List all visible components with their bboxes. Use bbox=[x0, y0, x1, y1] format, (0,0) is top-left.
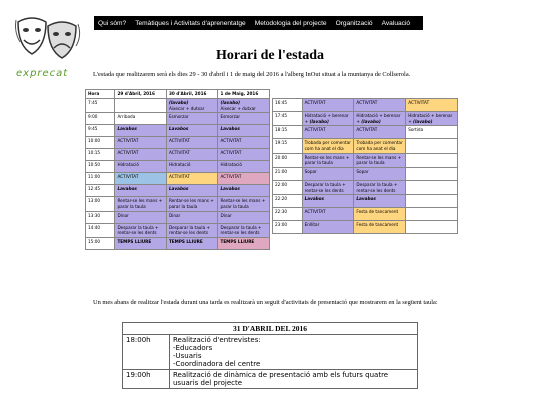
table-row bbox=[273, 112, 458, 126]
activity-cell: Desparar la taula + rentar-se les dents bbox=[166, 223, 218, 237]
table-row bbox=[123, 370, 418, 389]
activity-cell: Lavabos bbox=[302, 195, 354, 208]
activity-cell: Festa de tancament bbox=[354, 208, 406, 221]
nav-item-1[interactable]: Temàtiques i Activitats d'aprenentatge bbox=[135, 19, 246, 27]
schedule-caption: 31 D'ABRIL DEL 2016 bbox=[123, 323, 418, 335]
presentation-schedule-table bbox=[122, 322, 418, 389]
table-row bbox=[273, 126, 458, 139]
activity-cell: Lavabos bbox=[354, 195, 406, 208]
activity-cell: Realització de dinàmica de presentació amb els futurs quatre usuaris del projecte bbox=[170, 370, 418, 389]
activity-cell: Lavabos bbox=[218, 125, 270, 137]
activity-cell: Desparar la taula + rentar-se les dents bbox=[218, 223, 270, 237]
activity-cell: ACTIVITAT bbox=[406, 99, 458, 112]
activity-cell: Lavabos bbox=[115, 125, 167, 137]
table-row bbox=[123, 335, 418, 370]
activity-cell: Hidratació bbox=[115, 161, 167, 173]
nav-item-4[interactable]: Avaluació bbox=[381, 19, 411, 27]
table-row bbox=[273, 168, 458, 181]
left_table-header: 30 d'Abril, 2016 bbox=[166, 90, 218, 99]
table-row bbox=[273, 208, 458, 221]
activity-cell: ACTIVITAT bbox=[115, 173, 167, 185]
time-cell: 19:15 bbox=[273, 139, 303, 153]
activity-cell: TEMPS LLIURE bbox=[166, 238, 218, 250]
activity-cell: Sortida bbox=[406, 126, 458, 139]
activity-cell: Sopar bbox=[354, 168, 406, 181]
activity-cell: Sopar bbox=[302, 168, 354, 181]
activity-cell: (lavabo) Aixecar + dutxar bbox=[166, 99, 218, 113]
table-row bbox=[86, 137, 270, 149]
activity-cell: Trobada per comentar com ha anat el dia bbox=[302, 139, 354, 153]
table-row bbox=[86, 197, 270, 211]
activity-cell: Rentar-se les mans + parar la taula bbox=[115, 197, 167, 211]
activity-cell bbox=[406, 195, 458, 208]
activity-cell: Enllitar bbox=[302, 221, 354, 234]
time-cell: 10:00 bbox=[86, 137, 115, 149]
main-nav bbox=[94, 16, 423, 30]
activity-cell: ACTIVITAT bbox=[115, 137, 167, 149]
time-cell: 7:45 bbox=[86, 99, 115, 113]
activity-cell: ACTIVITAT bbox=[218, 137, 270, 149]
time-cell: 23:00 bbox=[273, 221, 303, 234]
presentation-note: Un mes abans de realitzar l'estada durant una tarda es realitzarà un seguit d'activitats de presentació que mostrarem en la següent taula: bbox=[93, 299, 438, 306]
activity-cell: Esmorzar bbox=[218, 113, 270, 125]
activity-cell: Lavabos bbox=[166, 185, 218, 197]
nav-item-0[interactable]: Qui sóm? bbox=[98, 19, 127, 27]
activity-cell bbox=[406, 208, 458, 221]
activity-cell: Lavabos bbox=[166, 125, 218, 137]
time-cell: 12:45 bbox=[86, 185, 115, 197]
time-cell: 15:00 bbox=[86, 238, 115, 250]
time-cell: 18:00h bbox=[123, 335, 170, 370]
table-row bbox=[86, 149, 270, 161]
activity-cell: Lavabos bbox=[115, 185, 167, 197]
activity-cell: ACTIVITAT bbox=[218, 149, 270, 161]
table-row bbox=[273, 153, 458, 167]
logo-text: exprecat bbox=[16, 68, 69, 79]
activity-cell: ACTIVITAT bbox=[302, 126, 354, 139]
activity-cell: ACTIVITAT bbox=[218, 173, 270, 185]
table-row bbox=[86, 113, 270, 125]
table-row bbox=[86, 238, 270, 250]
activity-cell: (lavabo) Aixecar + dutxar bbox=[218, 99, 270, 113]
activity-cell: Festa de tancament bbox=[354, 221, 406, 234]
left_table-header: 29 d'Abril, 2016 bbox=[115, 90, 167, 99]
activity-cell: Hidratació + berenar + (lavabo) bbox=[406, 112, 458, 126]
activity-cell: Dinar bbox=[166, 211, 218, 223]
time-cell: 20:00 bbox=[273, 153, 303, 167]
left_table-header: 1 de Maig, 2016 bbox=[218, 90, 270, 99]
time-cell: 22:00 bbox=[273, 181, 303, 195]
intro-text: L'estada que realitzarem serà els dies 29 - 30 d'abril i 1 de maig del 2016 a l'alberg InOut situat a la muntanya de Collserola. bbox=[93, 71, 411, 78]
time-cell: 18:15 bbox=[273, 126, 303, 139]
left_table-header: Hora bbox=[86, 90, 115, 99]
activity-cell: ACTIVITAT bbox=[302, 99, 354, 112]
activity-cell: ACTIVITAT bbox=[302, 208, 354, 221]
time-cell: 21:00 bbox=[273, 168, 303, 181]
activity-cell bbox=[406, 221, 458, 234]
activity-cell bbox=[406, 139, 458, 153]
activity-cell: ACTIVITAT bbox=[354, 99, 406, 112]
table-row bbox=[86, 99, 270, 113]
activity-cell: ACTIVITAT bbox=[166, 173, 218, 185]
activity-cell: TEMPS LLIURE bbox=[218, 238, 270, 250]
time-cell: 22:20 bbox=[273, 195, 303, 208]
activity-cell: Desparar la taula + rentar-se les dents bbox=[115, 223, 167, 237]
nav-item-2[interactable]: Metodologia del projecte bbox=[254, 19, 327, 27]
activity-cell: Realització d'entrevistes: -Educadors -Usuaris -Coordinadora del centre bbox=[170, 335, 418, 370]
activity-cell: Hidratació + berenar + (lavabo) bbox=[302, 112, 354, 126]
activity-cell: Rentar-se les mans + parar la taula bbox=[166, 197, 218, 211]
table-row bbox=[86, 185, 270, 197]
activity-cell: Esmorzar bbox=[166, 113, 218, 125]
table-row bbox=[86, 125, 270, 137]
time-cell: 13:30 bbox=[86, 211, 115, 223]
time-cell: 14:40 bbox=[86, 223, 115, 237]
time-cell: 19:00h bbox=[123, 370, 170, 389]
time-cell: 17:45 bbox=[273, 112, 303, 126]
activity-cell: Dinar bbox=[115, 211, 167, 223]
activity-cell: Desparar la taula + rentar-se les dents bbox=[302, 181, 354, 195]
table-row bbox=[86, 223, 270, 237]
table-row bbox=[273, 181, 458, 195]
time-cell: 9:45 bbox=[86, 125, 115, 137]
table-row bbox=[86, 173, 270, 185]
activity-cell: Hidratació bbox=[166, 161, 218, 173]
activity-cell bbox=[406, 181, 458, 195]
table-row bbox=[86, 211, 270, 223]
time-cell: 13:00 bbox=[86, 197, 115, 211]
schedule-table-right bbox=[272, 98, 458, 234]
page-title: Horari de l'estada bbox=[215, 48, 325, 63]
table-row bbox=[273, 221, 458, 234]
activity-cell: Lavabos bbox=[218, 185, 270, 197]
time-cell: 9:00 bbox=[86, 113, 115, 125]
table-row bbox=[273, 139, 458, 153]
time-cell: 10:50 bbox=[86, 161, 115, 173]
time-cell: 10:15 bbox=[86, 149, 115, 161]
activity-cell: Rentar-se les mans + parar la taula bbox=[218, 197, 270, 211]
activity-cell: Hidratació bbox=[218, 161, 270, 173]
activity-cell bbox=[406, 153, 458, 167]
activity-cell: Dinar bbox=[218, 211, 270, 223]
nav-item-3[interactable]: Organització bbox=[335, 19, 373, 27]
table-row bbox=[86, 161, 270, 173]
schedule-table-left bbox=[85, 89, 270, 250]
activity-cell bbox=[406, 168, 458, 181]
time-cell: 11:00 bbox=[86, 173, 115, 185]
activity-cell: Arribada bbox=[115, 113, 167, 125]
activity-cell: ACTIVITAT bbox=[166, 137, 218, 149]
activity-cell: Hidratació + berenar + (lavabo) bbox=[354, 112, 406, 126]
activity-cell: Rentar-se les mans + parar la taula bbox=[354, 153, 406, 167]
table-row bbox=[273, 99, 458, 112]
table-row bbox=[273, 195, 458, 208]
activity-cell bbox=[115, 99, 167, 113]
activity-cell: ACTIVITAT bbox=[166, 149, 218, 161]
activity-cell: ACTIVITAT bbox=[115, 149, 167, 161]
time-cell: 22:30 bbox=[273, 208, 303, 221]
activity-cell: Desparar la taula + rentar-se les dents bbox=[354, 181, 406, 195]
activity-cell: TEMPS LLIURE bbox=[115, 238, 167, 250]
activity-cell: ACTIVITAT bbox=[354, 126, 406, 139]
activity-cell: Trobada per comentar com ha anat el dia bbox=[354, 139, 406, 153]
time-cell: 16:45 bbox=[273, 99, 303, 112]
activity-cell: Rentar-se les mans + parar la taula bbox=[302, 153, 354, 167]
